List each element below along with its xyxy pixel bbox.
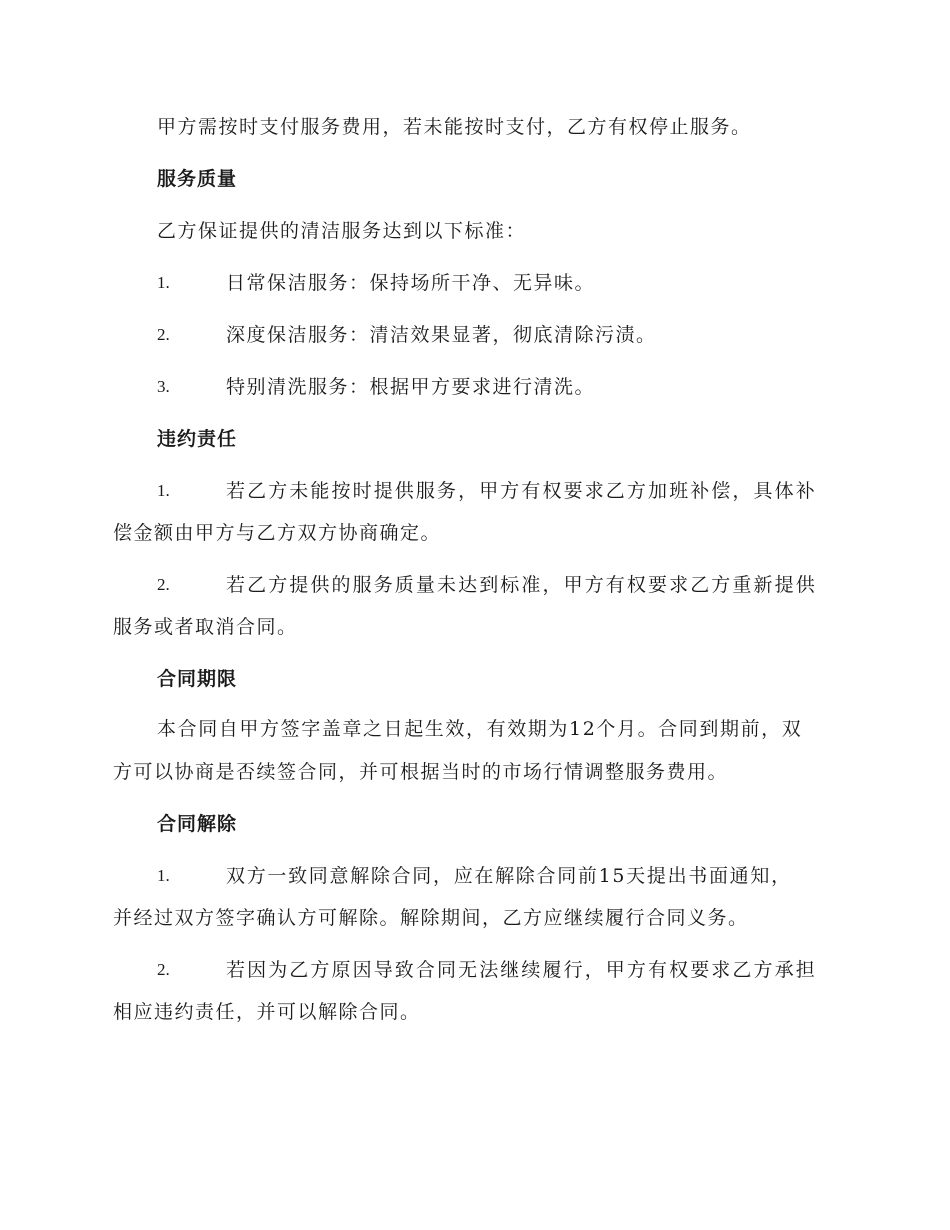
list-item-text: 若乙方未能按时提供服务，甲方有权要求乙方加班补偿，具体补 [226, 480, 817, 502]
heading-breach-liability: 违约责任 [157, 428, 238, 450]
list-item-text: 日常保洁服务：保持场所干净、无异味。 [226, 272, 596, 294]
list-item-text: 若乙方提供的服务质量未达到标准，甲方有权要求乙方重新提供 [226, 574, 817, 596]
list-item-number: 1. [157, 866, 170, 885]
list-item-text-continued: 服务或者取消合同。 [113, 616, 298, 638]
list-item-text-continued: 偿金额由甲方与乙方双方协商确定。 [113, 522, 442, 544]
list-item-number: 2. [157, 960, 170, 979]
list-item-number: 1. [157, 481, 170, 500]
list-item-number: 2. [157, 325, 170, 344]
heading-contract-termination: 合同解除 [157, 813, 238, 835]
list-item-number: 1. [157, 273, 170, 292]
list-item-text: 双方一致同意解除合同，应在解除合同前15天提出书面通知， [226, 865, 792, 887]
paragraph-term-continued: 方可以协商是否续签合同，并可根据当时的市场行情调整服务费用。 [113, 761, 729, 783]
paragraph-quality-intro: 乙方保证提供的清洁服务达到以下标准： [157, 220, 527, 242]
list-item-text: 若因为乙方原因导致合同无法继续履行，甲方有权要求乙方承担 [226, 959, 817, 981]
heading-contract-term: 合同期限 [157, 668, 238, 690]
paragraph-payment: 甲方需按时支付服务费用，若未能按时支付，乙方有权停止服务。 [157, 116, 752, 138]
heading-service-quality: 服务质量 [157, 168, 238, 190]
list-item-text-continued: 并经过双方签字确认方可解除。解除期间，乙方应继续履行合同义务。 [113, 907, 749, 929]
paragraph-term: 本合同自甲方签字盖章之日起生效，有效期为12个月。合同到期前，双 [157, 718, 803, 740]
list-item-number: 2. [157, 575, 170, 594]
list-item-text: 深度保洁服务：清洁效果显著，彻底清除污渍。 [226, 324, 657, 346]
list-item-number: 3. [157, 377, 170, 396]
list-item-text: 特别清洗服务：根据甲方要求进行清洗。 [226, 376, 596, 398]
list-item-text-continued: 相应违约责任，并可以解除合同。 [113, 1001, 421, 1023]
